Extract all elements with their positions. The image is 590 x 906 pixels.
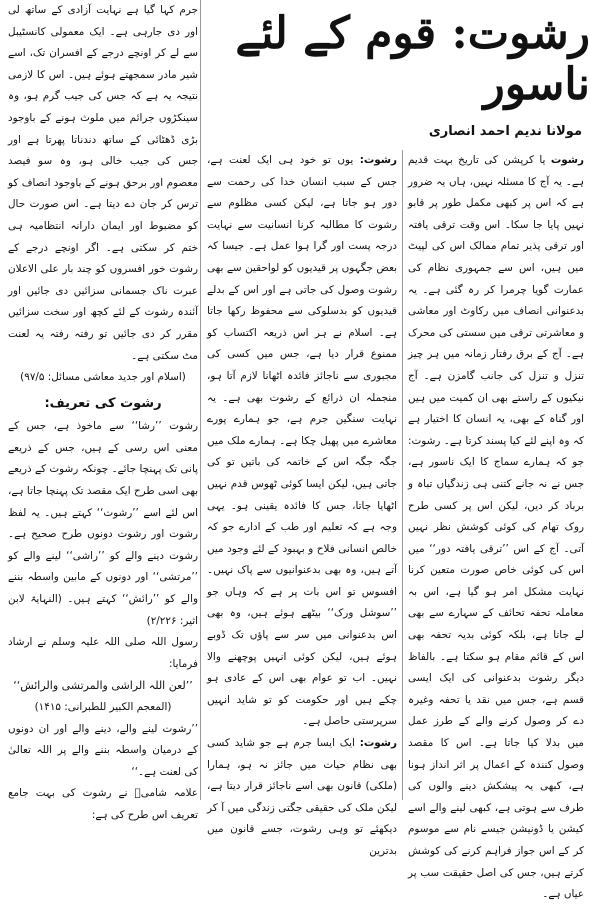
- text-column-right: [408, 150, 584, 906]
- right-paragraph: [408, 150, 584, 906]
- middle-body: یوں تو خود ہی ایک لعنت ہے، جس کے سبب انسان خدا کی رحمت سے دور ہو جاتا ہے، لیکن کسی مظلوم سے رشوت کا مطالبہ کرنا انسانیت سے نہایت درجہ پست اور گرا ہوا عمل ہے۔ جیسا کہ بعض جگہوں پر قیدیوں کو لواحقین سے بھی رشوت وصول کی جاتی ہے اور اس کے بدلے قیدیوں کو بدسلوکی سے محفوظ رکھا جاتا ہے۔ اسلام نے ہر اس ذریعہ اکتساب کو ممنوع قرار دیا ہے، جس میں کسی کی مجبوری سے ناجائز فائدہ اٹھانا لازم آتا ہو، منجملہ ان ذرائع کے رشوت بھی ہے۔ یہ نہایت سنگین جرم ہے، جو ہمارے پورے معاشرے میں پھیل چکا ہے۔ ہمارے ملک میں جگہ جگہ اس کے خاتمہ کی باتیں تو کی جاتی ہیں، لیکن ایسا کوئی ٹھوس قدم نہیں اٹھایا جاتا، جس کا فائدہ یقینی ہو۔ یہی وجہ ہے کہ تعلیم اور طب کے ادارے جو کہ خالص انسانی فلاح و بہبود کے لئے وجود میں آتے ہیں، وہ بھی بدعنوانیوں سے پاک نہیں۔ افسوس تو اس بات پر ہے کہ وہاں جو ’’سوشل ورک‘‘ بیٹھے ہوئے ہیں، وہ بھی اس بدعنوانی میں سر سے پاؤں تک ڈوبے ہوئے ہیں، لیکن کوئی انہیں پوچھنے والا نہیں۔ اب تو عوام بھی اس کے عادی ہو چکے ہیں اور حکومت کو تو شاید انہیں سرپرستی حاصل ہے۔: [207, 154, 397, 728]
- left-reference: (اسلام اور جدید معاشی مسائل: ۹۷/۵): [20, 371, 186, 384]
- text-column-left: [8, 0, 198, 827]
- hadith-quote: ’’لعن اللہ الراشی والمرتشی والرائش‘‘: [13, 679, 193, 693]
- middle-lead-word: رشوت:: [359, 154, 397, 166]
- column-divider: [402, 150, 403, 800]
- article-byline: مولانا ندیم احمد انصاری: [428, 124, 582, 139]
- left-paragraph-2: رشوت ’’رشا‘‘ سے ماخوذ ہے، جس کے معنی اس رسی کے ہیں، جس کے ذریعے پانی تک پہنچا جائے۔ چونکہ رشوت کے ذریعے بھی اسی طرح ایک مقصد تک پہنچا جاتا ہے، اس لئے اسے ’’رشوت‘‘ کہتے ہیں۔ یہ لفظ رشوت اور رشوت دونوں طرح صحیح ہے۔ رشوت دینے والے کو ’’راشی‘‘ لینے والے کو ’’مرتشی‘‘ اور دونوں کے مابین واسطہ بننے والے کو ’’رائش‘‘ کہتے ہیں۔ (النہایۃ لابن اثیر: ۲/۲۲۶): [8, 420, 198, 627]
- left-paragraph-3: رسول اللہ صلی اللہ علیہ وسلم نے ارشاد فرمایا:: [8, 636, 198, 670]
- text-column-middle: [207, 150, 397, 863]
- section-heading: رشوت کی تعریف:: [44, 395, 162, 411]
- hadith-reference: (المعجم الکبیر للطبرانی: ۱۴۱۵): [34, 701, 172, 713]
- left-paragraph-4: ’’رشوت لینے والے، دینے والے اور ان دونوں کے درمیان واسطہ بننے والے پر اللہ تعالیٰ کی لعنت ہے۔‘‘: [8, 722, 198, 778]
- right-body: یا کرپشن کی تاریخ بہت قدیم ہے۔ یہ آج کا مسئلہ نہیں، ہاں یہ ضرور ہے کہ اس پر کبھی مکمل طور پر قابو نہیں پایا جا سکا۔ اس وقت ترقی یافتہ اور ترقی پذیر تمام ممالک اس کی لپیٹ میں ہیں، اس سے جمہوری نظام کی عمارت گویا چرمرا کر رہ گئی ہے۔ یہ بدعنوانی انصاف میں رکاوٹ اور معاشی و معاشرتی ترقی میں سستی کی محرک ہے۔ آج کے برق رفتار زمانہ میں ہر چیز تنزل و تنزل کی جانب گامزن ہے۔ آج نیکیوں کے راستے بھی ان کمیت میں ہیں اور گناہ کے بھی، یہ انسان کا اختیار ہے کہ وہ اپنے لئے کیا پسند کرتا ہے۔ رشوت: جو کہ ہمارے سماج کا ایک ناسور ہے، جس نے نہ جانے کتنی ہی زندگیاں تباہ و برباد کر دیں، لیکن اس پر کسی طرح روک تھام کی کوئی کوشش نظر نہیں آتی۔ آج کے اس ’’ترقی یافتہ دور‘‘ میں اس کی کوئی خاص صورت متعین کرنا نہایت مشکل امر ہو گیا ہے، اس بہ معاملہ تحفہ تحائف کے سہارے سے بھی لے جاتا ہے، بلکہ کوئی بدیہ تحفہ بھی اس کے قائم مقام ہو سکتا ہے۔ بالفاظ دیگر رشوت بدعنوانی کی ایک ایسی قسم ہے، جس میں نقد یا تحفہ وغیرہ دے کر وصول کرنے والے کے طرز عمل میں بدلا کیا جاتا ہے۔ اس کا مقصد وصول کنندہ کے اعمال پر اثر انداز ہونا ہے، کبھی یہ پیشکش دینے والوں کی طرف سے ہوتی ہے، کبھی لینے والے اسے کیشن یا ڈونیشن جیسے نام سے موسوم کر کے اس جواز فراہم کرنے کی کوشش کرتے ہیں، جس کی اصل حقیقت سب پر عیاں ہے۔: [408, 154, 584, 901]
- left-paragraph: جرم کہا گیا ہے نہایت آزادی کے ساتھ لی اور دی جارہی ہے۔ ایک معمولی کانسٹیبل سے لے کر اونچے درجے کے افسران تک، اسے شیر مادر سمجھتے ہوئے ہیں۔ اس کا لازمی نتیجہ یہ ہے کہ جس کی جیب گرم ہو، وہ سینکڑوں جرائم میں ملوث ہونے کے باوجود بڑی ڈھٹائی کے ساتھ دندناتا پھرتا ہے اور جس کی جیب خالی ہو، وہ سو فیصد معصوم اور برحق ہونے کے باوجود انصاف کو ترس کر جان دے دیتا ہے۔ اس صورت حال کو مضبوط اور ایمان دارانہ انتظامیہ ہی ختم کر سکتی ہے۔ اگر اونچے درجے کے رشوت خور افسروں کو چند بار علی الاعلان عبرت ناک جسمانی سزائیں دی جائیں اور آئندہ رشوت کے لئے کچھ اور سخت سزائیں مقرر کر دی جائیں تو رفتہ رفتہ یہ لعنت مٹ سکتی ہے۔: [8, 4, 198, 362]
- article-title: رشوت: قوم کے لئے ناسور: [235, 8, 590, 110]
- column-divider: [200, 0, 201, 800]
- middle-lead-word-2: رشوت:: [359, 737, 397, 750]
- left-paragraph-5: علامہ شامیؒ نے رشوت کی بہت جامع تعریف اس طرح کی ہے:: [8, 787, 198, 821]
- middle-paragraph-2: [207, 733, 397, 863]
- right-lead-word: رشوت: [550, 154, 584, 166]
- middle-body-2: ایک ایسا جرم ہے جو شاید کسی بھی نظام حیات میں جائز نہ ہو، ہمارا (ملکی) قانون بھی اسے ناجائز قرار دیتا ہے، لیکن ملک کی حقیقی جگتی زندگی میں آ کر دیکھئے تو وہی رشوت، جسے قانون میں بدترین: [207, 737, 397, 857]
- middle-paragraph: [207, 150, 397, 733]
